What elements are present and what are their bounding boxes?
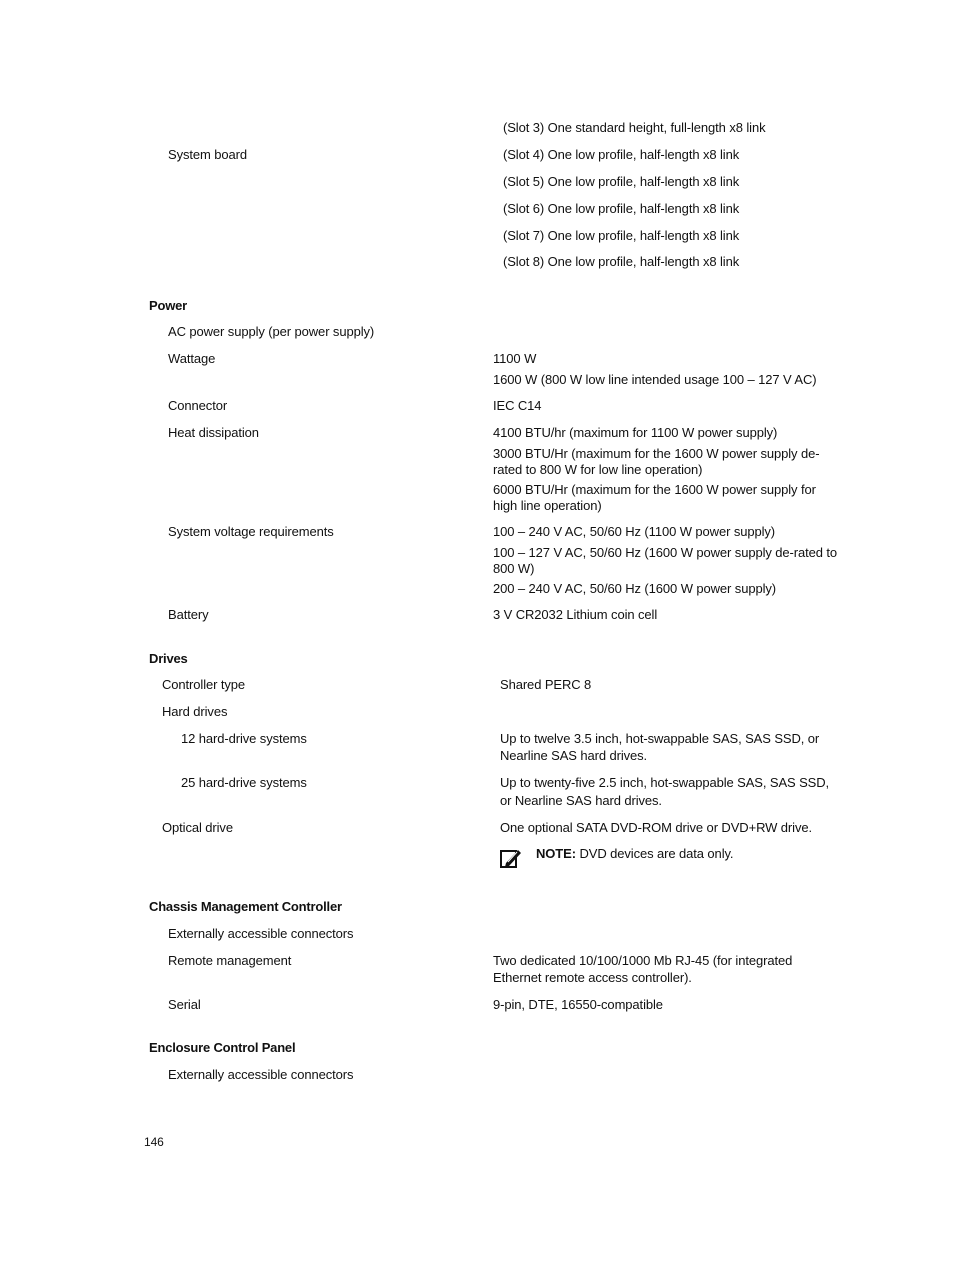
remote-management-label: Remote management — [168, 953, 292, 968]
system-voltage-label: System voltage requirements — [168, 524, 334, 539]
controller-type-label: Controller type — [162, 677, 246, 692]
remote-management-value-2: Ethernet remote access controller). — [493, 970, 692, 985]
heat-value-2a: 3000 BTU/Hr (maximum for the 1600 W power supply de- — [493, 446, 820, 461]
voltage-value-1: 100 – 240 V AC, 50/60 Hz (1100 W power supply) — [493, 524, 776, 539]
wattage-value-2: 1600 W (800 W low line intended usage 100 – 127 V AC) — [493, 372, 817, 387]
heat-value-2b: rated to 800 W for low line operation) — [493, 462, 703, 477]
slot-7-value: (Slot 7) One low profile, half-length x8 link — [503, 228, 740, 243]
slot-5-value: (Slot 5) One low profile, half-length x8 link — [503, 174, 740, 189]
voltage-value-2b: 800 W) — [493, 561, 535, 576]
slot-4-value: (Slot 4) One low profile, half-length x8 link — [503, 147, 740, 162]
remote-management-value-1: Two dedicated 10/100/1000 Mb RJ-45 (for integrated — [493, 953, 793, 968]
battery-value: 3 V CR2032 Lithium coin cell — [493, 607, 658, 622]
wattage-value-1: 1100 W — [493, 351, 537, 366]
controller-type-value: Shared PERC 8 — [500, 677, 592, 692]
optical-drive-value: One optional SATA DVD-ROM drive or DVD+RW drive. — [500, 820, 812, 835]
heat-value-3b: high line operation) — [493, 498, 602, 513]
connector-label: Connector — [168, 398, 228, 413]
heat-dissipation-label: Heat dissipation — [168, 425, 259, 440]
slot-3-value: (Slot 3) One standard height, full-length x8 link — [503, 120, 766, 135]
heat-value-3a: 6000 BTU/Hr (maximum for the 1600 W power supply for — [493, 482, 816, 497]
serial-label: Serial — [168, 997, 201, 1012]
drives-heading: Drives — [149, 651, 188, 666]
ac-power-supply-label: AC power supply (per power supply) — [168, 324, 375, 339]
heat-value-1: 4100 BTU/hr (maximum for 1100 W power supply) — [493, 425, 778, 440]
hd25-label: 25 hard-drive systems — [181, 775, 307, 790]
voltage-value-2a: 100 – 127 V AC, 50/60 Hz (1600 W power supply de-rated to — [493, 545, 838, 560]
hard-drives-label: Hard drives — [162, 704, 228, 719]
hd25-value-1: Up to twenty-five 2.5 inch, hot-swappable SAS, SAS SSD, — [500, 775, 830, 790]
serial-value: 9-pin, DTE, 16550-compatible — [493, 997, 663, 1012]
battery-label: Battery — [168, 607, 209, 622]
hd25-value-2: or Nearline SAS hard drives. — [500, 793, 662, 808]
slot-6-value: (Slot 6) One low profile, half-length x8 link — [503, 201, 740, 216]
ecp-heading: Enclosure Control Panel — [149, 1040, 296, 1055]
note-text — [536, 846, 733, 862]
hd12-label: 12 hard-drive systems — [181, 731, 307, 746]
hd12-value-1: Up to twelve 3.5 inch, hot-swappable SAS, SAS SSD, or — [500, 731, 820, 746]
connector-value: IEC C14 — [493, 398, 542, 413]
optical-drive-label: Optical drive — [162, 820, 233, 835]
power-heading: Power — [149, 298, 188, 313]
wattage-label: Wattage — [168, 351, 216, 366]
cmc-heading: Chassis Management Controller — [149, 899, 342, 914]
voltage-value-3: 200 – 240 V AC, 50/60 Hz (1600 W power supply) — [493, 581, 777, 596]
ecp-ext-connectors-label: Externally accessible connectors — [168, 1067, 354, 1082]
slot-8-value: (Slot 8) One low profile, half-length x8 link — [503, 254, 740, 269]
page-number: 146 — [144, 1135, 164, 1149]
system-board-label: System board — [168, 147, 248, 162]
note-pencil-icon — [500, 847, 522, 869]
note-label: NOTE: — [536, 846, 576, 861]
hd12-value-2: Nearline SAS hard drives. — [500, 748, 648, 763]
note-body: DVD devices are data only. — [575, 846, 734, 861]
cmc-ext-connectors-label: Externally accessible connectors — [168, 926, 354, 941]
